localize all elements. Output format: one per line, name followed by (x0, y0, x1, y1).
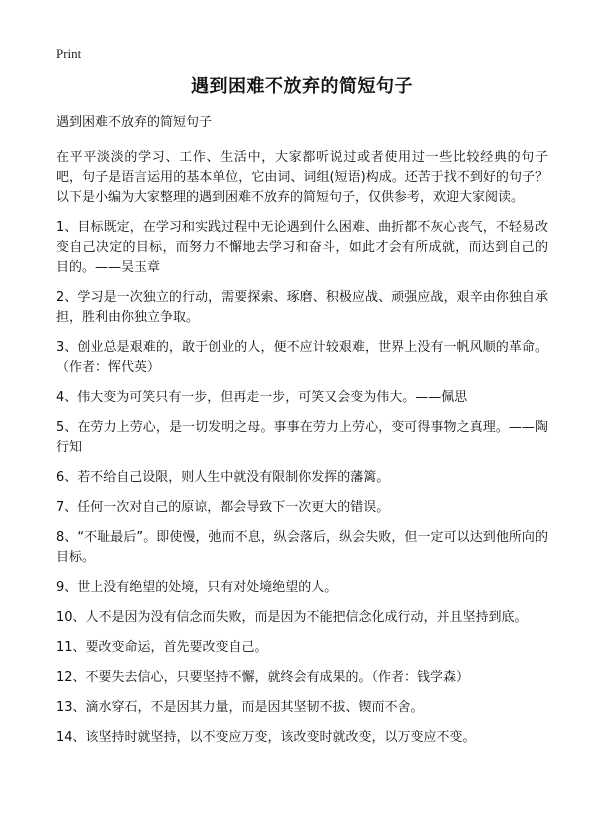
document-subtitle: 遇到困难不放弃的简短句子 (56, 115, 213, 130)
intro-paragraph: 在平平淡淡的学习、工作、生活中，大家都听说过或者使用过一些比较经典的句子吧，句子是语言运用的基本单位，它由词、词组(短语)构成。还苦于找不到好的句子？以下是小编为大家整理的遇到困难不放弃的简短句子，仅供参考，欢迎大家阅读。 (56, 150, 548, 205)
quote-list (56, 218, 548, 748)
quote-item: 9、世上没有绝望的处境，只有对处境绝望的人。 (56, 580, 338, 595)
quote-item: 1、目标既定，在学习和实践过程中无论遇到什么困难、曲折都不灰心丧气，不轻易改变自己决定的目标，而努力不懈地去学习和奋斗，如此才会有所成就，而达到自己的目的。——吴玉章 (56, 220, 548, 275)
quote-item: 7、任何一次对自己的原谅，都会导致下一次更大的错误。 (56, 500, 390, 515)
quote-item: 2、学习是一次独立的行动，需要探索、琢磨、积极应战、顽强应战，艰辛由你独自承担，胜利由你独立争取。 (56, 290, 548, 325)
quote-item: 10、人不是因为没有信念而失败，而是因为不能把信念化成行动，并且坚持到底。 (56, 610, 528, 625)
document-title: 遇到困难不放弃的简短句子 (191, 76, 413, 97)
quote-item: 6、若不给自己设限，则人生中就没有限制你发挥的藩篱。 (56, 470, 390, 485)
quote-item: 11、要改变命运，首先要改变自己。 (56, 640, 268, 655)
quote-item: 3、创业总是艰难的，敢于创业的人，便不应计较艰难，世界上没有一帆风顺的革命。（作者：恽代英） (56, 340, 548, 375)
quote-item: 12、不要失去信心，只要坚持不懈，就终会有成果的。（作者：钱学森） (56, 670, 470, 685)
quote-item: 5、在劳力上劳心，是一切发明之母。事事在劳力上劳心，变可得事物之真理。——陶行知 (56, 420, 548, 455)
quote-item: 14、该坚持时就坚持，以不变应万变，该改变时就改变，以万变应不变。 (56, 730, 476, 745)
print-link[interactable]: Print (56, 46, 82, 61)
quote-item: 8、“不耻最后”。即使慢，弛而不息，纵会落后，纵会失败，但一定可以达到他所向的目标。 (56, 530, 548, 565)
quote-item: 13、滴水穿石，不是因其力量，而是因其坚韧不拔、锲而不舍。 (56, 700, 424, 715)
quote-item: 4、伟大变为可笑只有一步，但再走一步，可笑又会变为伟大。——佩思 (56, 390, 468, 405)
